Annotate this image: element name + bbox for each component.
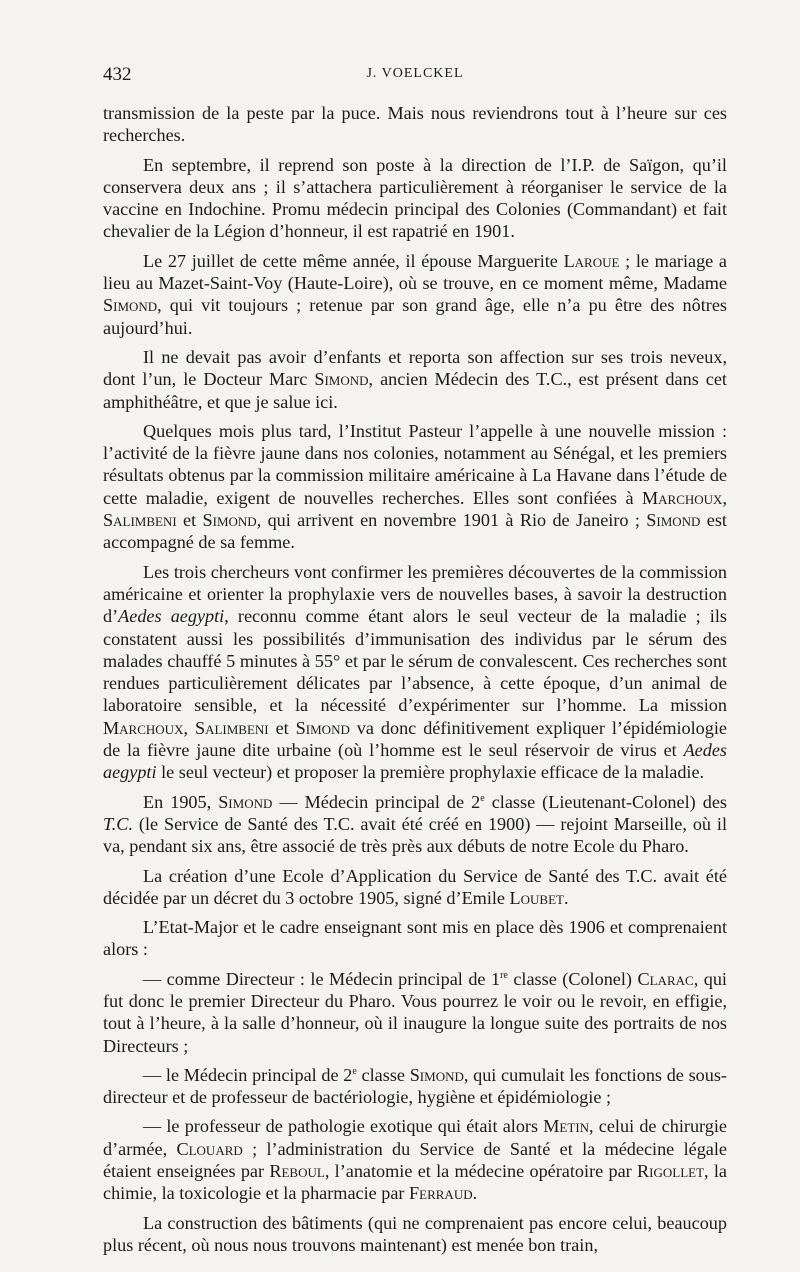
list-item: — comme Directeur : le Médecin principal de 1re classe (Colonel) Clarac, qui fut donc le premier Directeur du Pharo. Vous pourrez le voir ou le revoir, en effigie, tout à l’heure, à la salle d’honneur, où il inaugure la longue suite des portraits de nos Directeurs ; <box>103 968 727 1056</box>
paragraph: La construction des bâtiments (qui ne comprenaient pas encore celui, beaucoup plus récent, où nous nous trouvons maintenant) est menée bon train, <box>103 1212 727 1255</box>
paragraph: transmission de la peste par la puce. Mais nous reviendrons tout à l’heure sur ces recherches. <box>103 103 727 146</box>
paragraph: Quelques mois plus tard, l’Institut Pasteur l’appelle à une nouvelle mission : l’activité de la fièvre jaune dans nos colonies, notamment au Sénégal, et les premiers résultats obtenus par la commission militaire américaine à La Havane dans l’étude de cette maladie, exigent de nouvelles recherches. Elles sont confiées à Marchoux, Salimbeni et Simond, qui arrivent en novembre 1901 à Rio de Janeiro ; Simond est accompagné de sa femme. <box>103 420 727 553</box>
body-text <box>103 102 727 1263</box>
paragraph: En 1905, Simond — Médecin principal de 2e classe (Lieutenant-Colonel) des T.C. (le Service de Santé des T.C. avait été créé en 1900) — rejoint Marseille, où il va, pendant six ans, être associé de très près aux débuts de notre Ecole du Pharo. <box>103 791 727 857</box>
list-item: — le professeur de pathologie exotique qui était alors Metin, celui de chirurgie d’armée, Clouard ; l’administration du Service de Santé et la médecine légale étaient enseignées par Reboul, l’anatomie et la médecine opératoire par Rigollet, la chimie, la toxicologie et la pharmacie par Ferraud. <box>103 1116 728 1204</box>
paragraph: En septembre, il reprend son poste à la direction de l’I.P. de Saïgon, qu’il conservera deux ans ; il s’attachera particulièrement à réorganiser le service de la vaccine en Indochine. Promu médecin principal des Colonies (Commandant) et fait chevalier de la Légion d’honneur, il est rapatrié en 1901. <box>103 154 727 242</box>
page-number: 432 <box>103 64 132 85</box>
paragraph: L’Etat-Major et le cadre enseignant sont mis en place dès 1906 et comprenaient alors : <box>103 917 727 960</box>
paragraph: Il ne devait pas avoir d’enfants et reporta son affection sur ses trois neveux, dont l’un, le Docteur Marc Simond, ancien Médecin des T.C., est présent dans cet amphithéâtre, et que je salue ici. <box>103 346 727 412</box>
page-header <box>103 64 727 88</box>
paragraph: La création d’une Ecole d’Application du Service de Santé des T.C. avait été décidée par un décret du 3 octobre 1905, signé d’Emile Loubet. <box>103 865 727 908</box>
running-head: J. VOELCKEL <box>366 66 464 81</box>
paragraph: Le 27 juillet de cette même année, il épouse Marguerite Laroue ; le mariage a lieu au Mazet-Saint-Voy (Haute-Loire), où se trouve, en ce moment même, Madame Simond, qui vit toujours ; retenue par son grand âge, elle n’a pu être des nôtres aujourd’hui. <box>103 250 727 338</box>
list-item: — le Médecin principal de 2e classe Simond, qui cumulait les fonctions de sous-directeur et de professeur de bactériologie, hygiène et épidémiologie ; <box>103 1064 727 1108</box>
paragraph: Les trois chercheurs vont confirmer les premières découvertes de la commission américaine et orienter la prophylaxie vers de nouvelles bases, à savoir la destruction d’Aedes aegypti, reconnu comme étant alors le seul vecteur de la maladie ; ils constatent aussi les possibilités d’immunisation des individus par le sérum des malades chauffé 5 minutes à 55° et par le sérum de convalescent. Ces recherches sont rendues particulièrement délicates par l’absence, à cette époque, d’un animal de laboratoire sensible, et la nécessité d’expérimenter sur l’homme. La mission Marchoux, Salimbeni et Simond va donc définitivement expliquer l’épidémiologie de la fièvre jaune dite urbaine (où l’homme est le seul réservoir de virus et Aedes aegypti le seul vecteur) et proposer la première prophylaxie efficace de la maladie. <box>103 561 727 783</box>
